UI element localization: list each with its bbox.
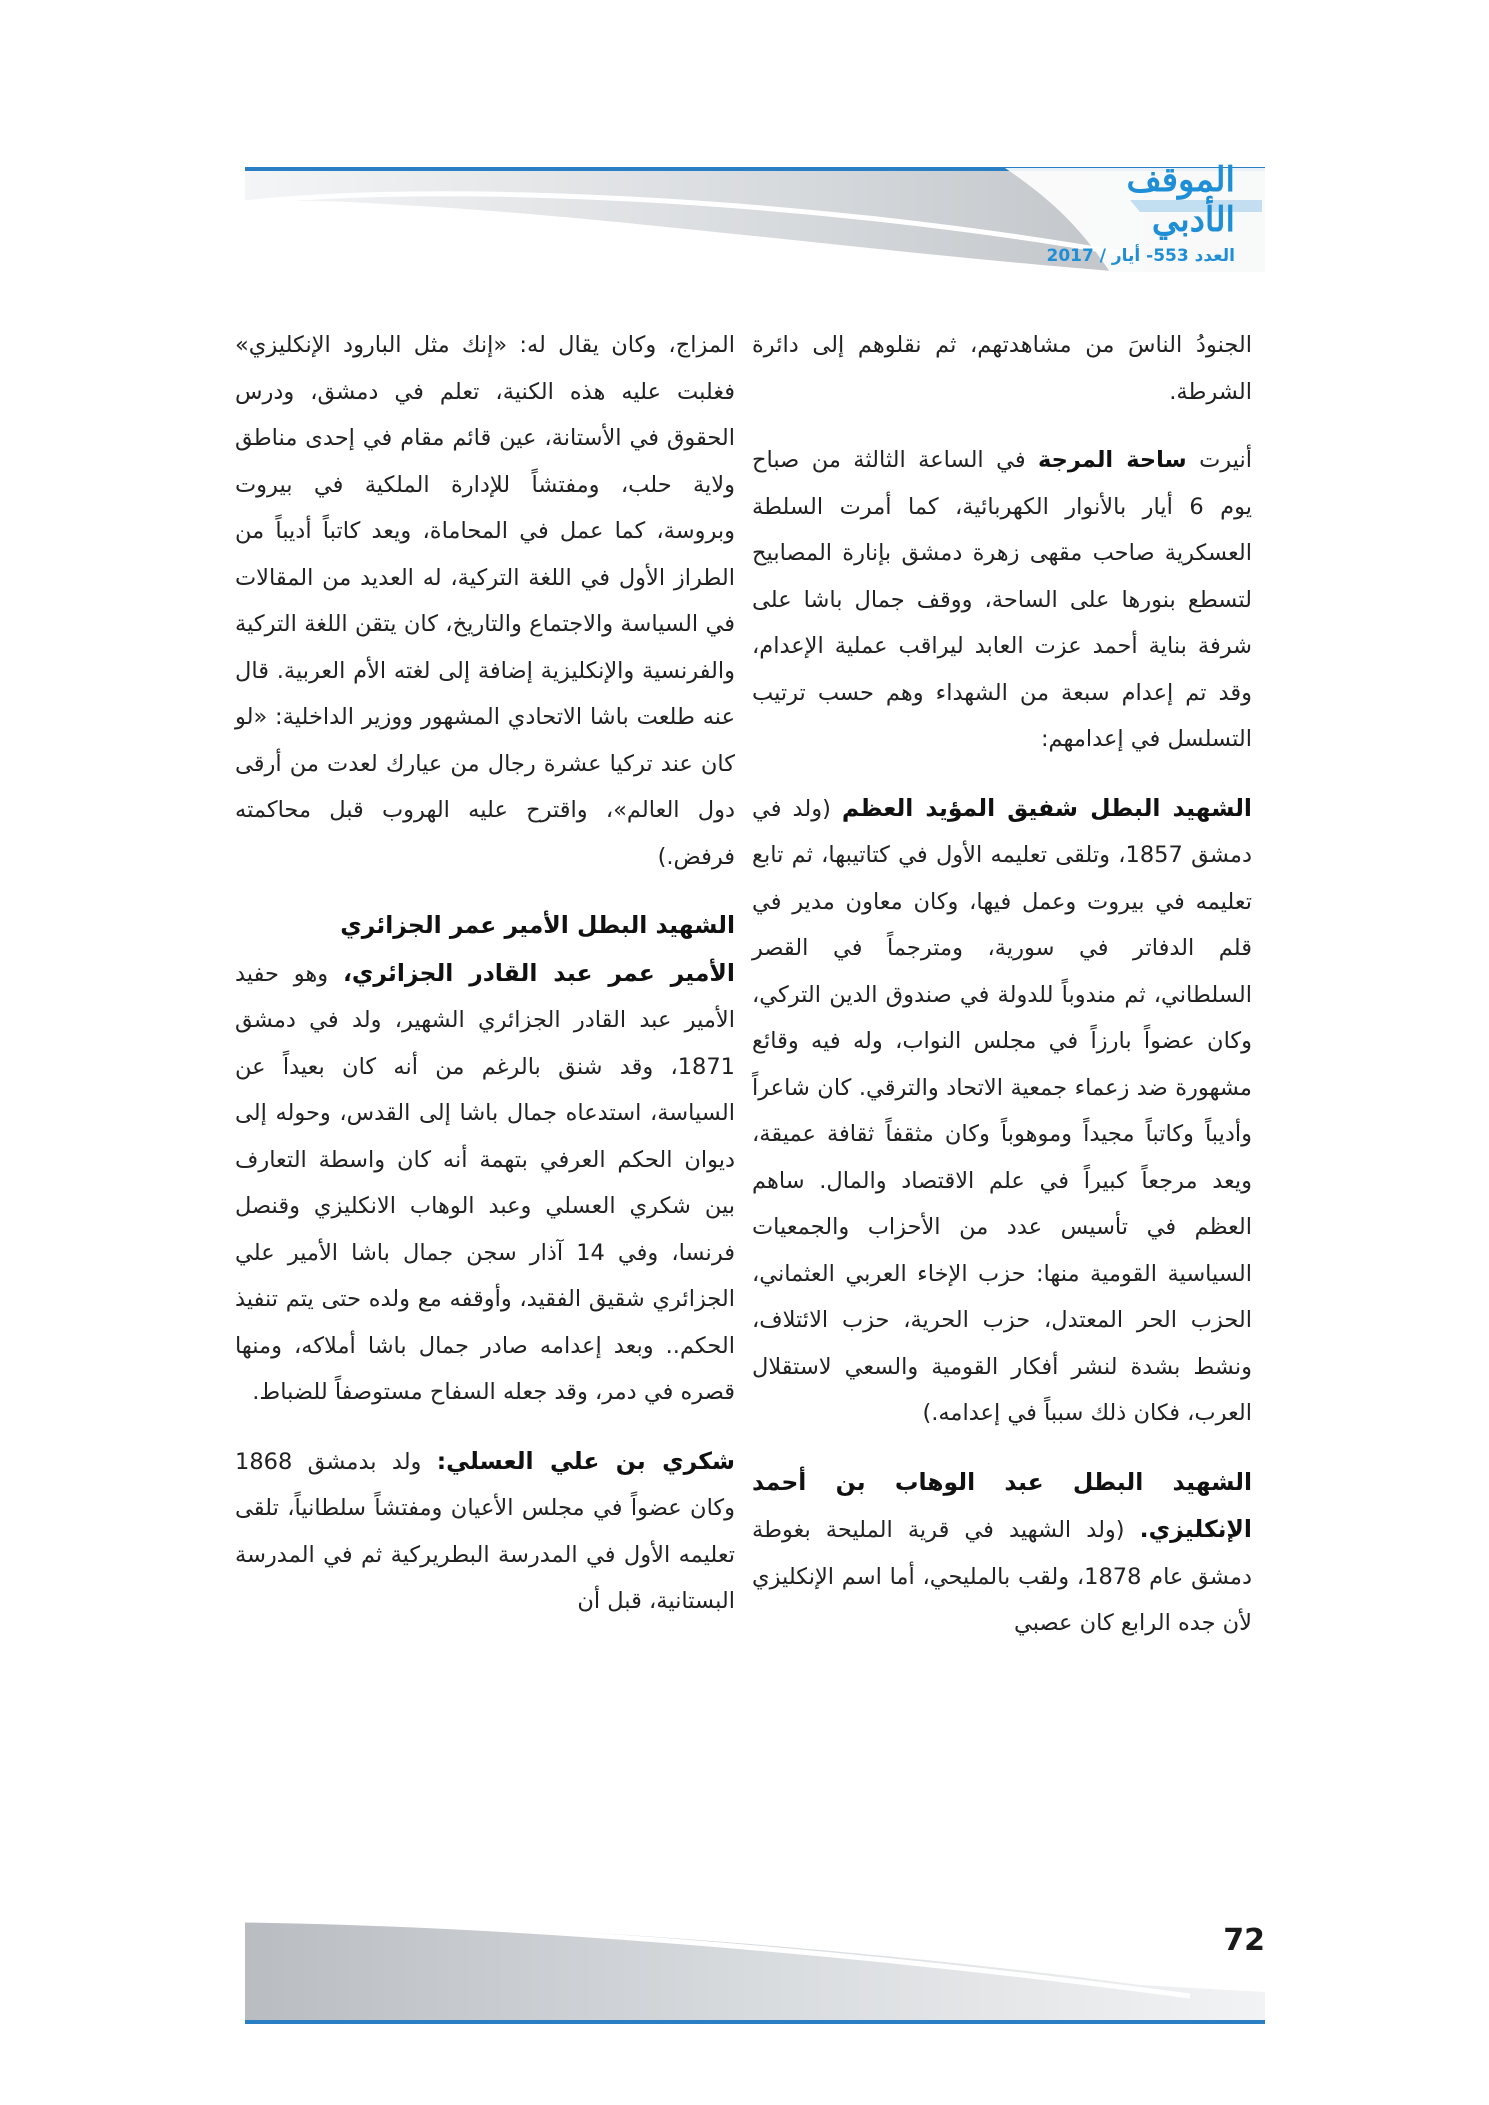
paragraph: الشهيد البطل عبد الوهاب بن أحمد الإنكليزي. (ولد الشهيد في قرية المليحة بغوطة دمشق عام 1878، ولقب بالمليحي، أما اسم الإنكليزي لأن جده الرابع كان عصبي bbox=[752, 1467, 1252, 1636]
paragraph: المزاج، وكان يقال له: «إنك مثل البارود الإنكليزي» فغلبت عليه هذه الكنية، تعلم في دمشق، ودرس الحقوق في الأستانة، عين قائم مقام في إحدى مناطق ولاية حلب، ومفتشاً للإدارة الملكية في بيروت وبروسة، كما عمل في المحاماة، ويعد كاتباً أديباً من الطراز الأول في اللغة التركية، له العديد من المقالات في السياسة والاجتماع والتاريخ، كان يتقن اللغة التركية والفرنسية والإنكليزية إضافة إلى لغته الأم العربية. قال عنه طلعت باشا الاتحادي المشهور ووزير الداخلية: «لو كان عند تركيا عشرة رجال من عيارك لعدت من أرقى دول العالم»، واقترح عليه الهروب قبل محاكمته فرفض.) bbox=[235, 332, 735, 870]
martyr-name: الأمير عمر عبد القادر الجزائري، bbox=[342, 958, 735, 987]
page-number: 72 bbox=[1223, 1923, 1265, 1958]
header-decorative-band bbox=[0, 0, 1489, 290]
magazine-title: الموقف الأدبي bbox=[1126, 160, 1235, 240]
issue-line: العدد 553- أيار / 2017 bbox=[1046, 246, 1235, 266]
article-column-left bbox=[235, 322, 735, 1625]
magazine-logo bbox=[1046, 160, 1235, 266]
martyr-heading: الشهيد البطل عبد الوهاب بن أحمد الإنكليزي. bbox=[752, 1467, 1252, 1543]
paragraph: الشهيد البطل الأمير عمر الجزائري الأمير عمر عبد القادر الجزائري، وهو حفيد الأمير عبد القادر الجزائري الشهير، ولد في دمشق 1871، وقد شنق بالرغم من أنه كان بعيداً عن السياسة، استدعاه جمال باشا إلى القدس، وحوله إلى ديوان الحكم العرفي بتهمة أنه كان واسطة التعارف بين شكري العسلي وعبد الوهاب الانكليزي وقنصل فرنسا، وفي 14 آذار سجن جمال باشا الأمير علي الجزائري شقيق الفقيد، وأوقفه مع ولده حتى يتم تنفيذ الحكم.. وبعد إعدامه صادر جمال باشا أملاكه، ومنها قصره في دمر، وقد جعله السفاح مستوصفاً للضباط. bbox=[235, 911, 735, 1405]
paragraph: الجنودُ الناسَ من مشاهدتهم، ثم نقلوهم إلى دائرة الشرطة. bbox=[752, 332, 1252, 405]
paragraph: شكري بن علي العسلي: ولد بدمشق 1868 وكان عضواً في مجلس الأعيان ومفتشاً سلطانياً، تلقى تعليمه الأول في المدرسة البطريركية ثم في المدرسة البستانية، قبل أن bbox=[235, 1446, 735, 1614]
article-column-right bbox=[752, 322, 1252, 1647]
martyr-heading: الشهيد البطل شفيق المؤيد العظم bbox=[841, 793, 1252, 822]
martyr-heading: شكري بن علي العسلي: bbox=[436, 1446, 735, 1475]
paragraph: الشهيد البطل شفيق المؤيد العظم (ولد في دمشق 1857، وتلقى تعليمه الأول في كتاتيبها، ثم تابع تعليمه في بيروت وعمل فيها، وكان معاون مدير في قلم الدفاتر في سورية، ومترجماً في القصر السلطاني، ثم مندوباً للدولة في صندوق الدين التركي، وكان عضواً بارزاً في مجلس النواب، وله فيه وقائع مشهورة ضد زعماء جمعية الاتحاد والترقي. كان شاعراً وأديباً وكاتباً مجيداً وموهوباً وكان مثقفاً ثقافة عميقة، ويعد مرجعاً كبيراً في علم الاقتصاد والمال. ساهم العظم في تأسيس عدد من الأحزاب والجمعيات السياسية القومية منها: حزب الإخاء العربي العثماني، الحزب الحر المعتدل، حزب الحرية، حزب الائتلاف، ونشط بشدة لنشر أفكار القومية والسعي لاستقلال العرب، فكان ذلك سبباً في إعدامه.) bbox=[752, 793, 1252, 1426]
paragraph: أنيرت ساحة المرجة في الساعة الثالثة من صباح يوم 6 أيار بالأنوار الكهربائية، كما أمرت السلطة العسكرية صاحب مقهى زهرة دمشق بإنارة المصابيح لتسطع بنورها على الساحة، ووقف جمال باشا على شرفة بناية أحمد عزت العابد ليراقب عملية الإعدام، وقد تم إعدام سبعة من الشهداء وهم حسب ترتيب التسلسل في إعدامهم: bbox=[752, 447, 1252, 752]
footer-decorative-band bbox=[0, 1900, 1489, 2040]
bold-place-name: ساحة المرجة bbox=[1038, 447, 1187, 473]
martyr-heading: الشهيد البطل الأمير عمر الجزائري bbox=[340, 911, 735, 939]
